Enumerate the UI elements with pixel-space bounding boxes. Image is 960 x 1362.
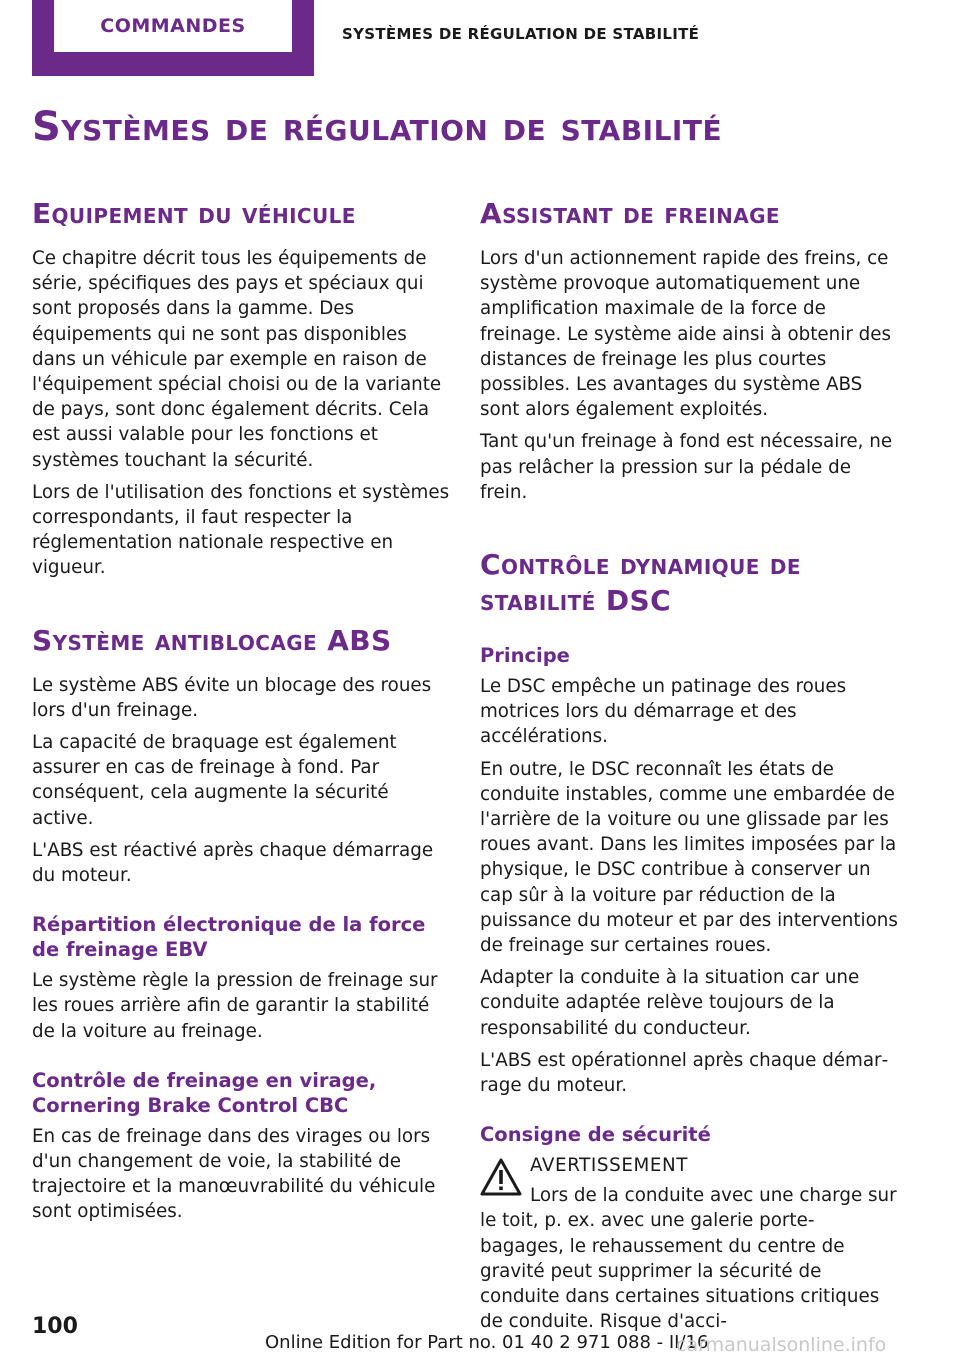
paragraph: Tant qu'un freinage à fond est nécessaire, ne pas relâcher la pression sur la pédale de frein. bbox=[480, 431, 893, 503]
page-number: 100 bbox=[32, 1314, 78, 1339]
subheading-cbc: Contrôle de freinage en virage, Cornering Brake Control CBC bbox=[32, 1068, 377, 1117]
footer-edition: Online Edition for Part no. 01 40 2 971 088 - II/16 bbox=[265, 1332, 709, 1353]
header-tab-label: COMMANDES bbox=[100, 15, 246, 37]
heading-equipement: Equipement du véhicule bbox=[32, 197, 356, 230]
paragraph: Le système règle la pression de freinage sur les roues arrière afin de garantir la stabilité de la voiture au freinage. bbox=[32, 970, 438, 1042]
watermark: carmanualsonline.info bbox=[676, 1334, 887, 1356]
header-tab-inner bbox=[54, 0, 292, 52]
paragraph: Le système ABS évite un blocage des roues lors d'un freinage. bbox=[32, 674, 432, 721]
heading-assistant: Assistant de freinage bbox=[480, 197, 780, 230]
heading-abs: Système antiblocage ABS bbox=[32, 623, 392, 657]
subheading-ebv: Répartition électronique de la force de freinage EBV bbox=[32, 913, 426, 962]
paragraph: L'ABS est opérationnel après chaque démarrage du moteur. bbox=[480, 1049, 889, 1097]
section-title: SYSTÈMES DE RÉGULATION DE STABILITÉ bbox=[342, 25, 700, 43]
paragraph: Ce chapitre décrit tous les équipements de série, spécifiques des pays et spéciaux qui sont proposés dans la gamme. Des équipements qui ne sont pas disponibles dans un véhicule par exemple en raison de l'équipement spécial choisi ou de la variante de pays, sont donc également décrits. Cela est aussi valable pour les fonctions et systèmes touchant la sécurité. bbox=[32, 248, 442, 471]
paragraph: L'ABS est réactivé après chaque démarrage du moteur. bbox=[32, 839, 434, 887]
paragraph: La capacité de braquage est également assurer en cas de freinage à fond. Par conséquent, cela augmente la sécurité active. bbox=[32, 732, 397, 829]
page-title: Systèmes de régulation de stabilité bbox=[32, 104, 723, 150]
heading-dsc: Contrôle dynamique de stabilité DSC bbox=[480, 548, 801, 618]
warning-triangle-icon bbox=[480, 1157, 522, 1197]
subheading-consigne: Consigne de sécurité bbox=[480, 1123, 711, 1147]
warning-content bbox=[530, 1153, 688, 1184]
paragraph: Le DSC empêche un patinage des roues motrices lors du démarrage et des accélérations. bbox=[480, 676, 847, 748]
paragraph: Lors de l'utilisation des fonctions et systèmes correspondants, il faut respecter la réglementation nationale respective en vigueur. bbox=[32, 481, 450, 579]
subheading-principe: Principe bbox=[480, 644, 570, 668]
paragraph: Lors d'un actionnement rapide des freins, ce système provoque automatiquement une amplification maximale de la force de freinage. Le système aide ainsi à obtenir des distances de freinage les plus courtes possibles. Les avantages du système ABS sont alors également exploités. bbox=[480, 248, 892, 421]
paragraph: En outre, le DSC reconnaît les états de conduite instables, comme une embardée de l'arrière de la voiture ou une glissade par les roues avant. Dans les limites imposées par la physique, le DSC contribue à conserver un cap sûr à la voiture par réduction de la puissance du moteur et par des interventions de freinage sur certaines roues. bbox=[480, 758, 898, 957]
header-tab bbox=[32, 0, 314, 76]
paragraph: En cas de freinage dans des virages ou lors d'un changement de voie, la stabilité de trajectoire et la manœuvrabilité du véhicule sont optimisées. bbox=[32, 1125, 436, 1223]
right-column bbox=[480, 196, 898, 1342]
warning-text: Lors de la conduite avec une charge sur le toit, p. ex. avec une galerie porte-bagages, le rehaussement du centre de gravité peut supprimer la sécurité de conduite dans certaines situations critiques de conduite. Risque d'acci- bbox=[480, 1185, 897, 1333]
warning-title: AVERTISSEMENT bbox=[530, 1155, 689, 1177]
left-column bbox=[32, 196, 450, 1232]
paragraph: Adapter la conduite à la situation car une conduite adaptée relève toujours de la responsabilité du conducteur. bbox=[480, 967, 860, 1039]
